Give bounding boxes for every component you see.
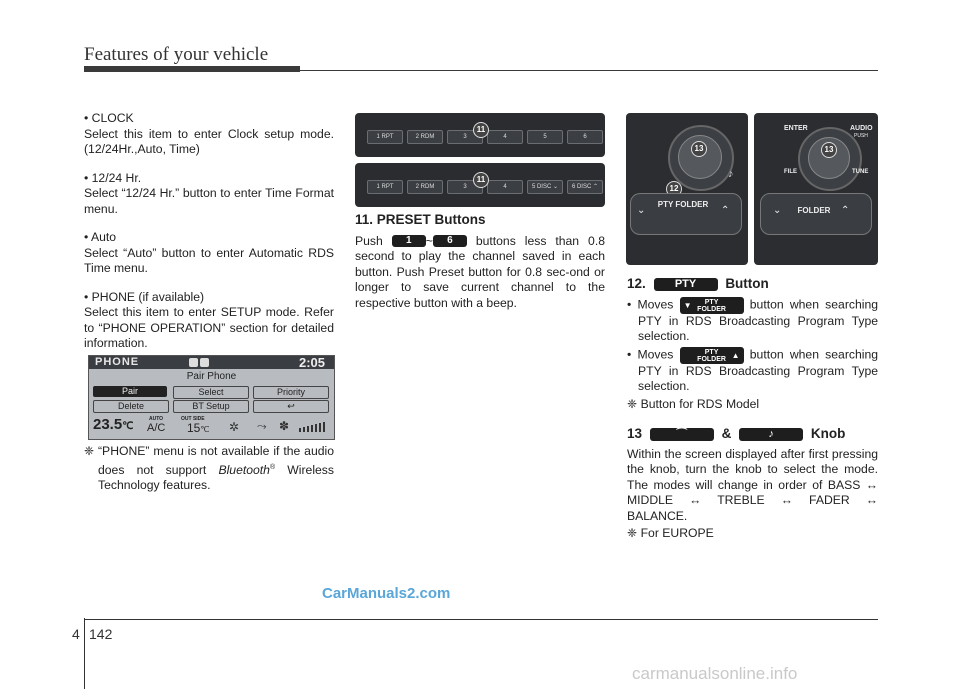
pty-folder-label: PTY FOLDER [657,200,709,209]
phone-note [84,444,334,494]
callout-12: 12 [666,181,682,197]
chevron-up-icon: ⌃ [841,205,850,216]
bluetooth-brand: Bluetooth [218,462,270,477]
airflow-icon: ⤳ [257,419,267,433]
music-note-icon: ♪ [728,168,734,180]
preset-description-text: buttons less than 0.8 second to play the channel saved in each button. Push Preset button for 0.8 sec-ond or longer to save current channel to the respective button with a beep. [355,233,605,310]
folder-small-label: FOLDER [697,355,726,363]
folder-button[interactable] [760,193,872,235]
preset-description [355,234,605,312]
delete-option[interactable]: Delete [93,400,169,413]
fan-speed-icon: ✽ [279,419,290,433]
header-rule [300,70,878,71]
preset-push-word: Push [355,233,383,248]
preset-panel-cd [355,163,605,207]
range-tilde: ~ [425,233,433,248]
outside-label: OUT SIDE [181,416,205,422]
clock-heading: • CLOCK [84,111,134,125]
phone-heading: • PHONE (if available) [84,289,205,304]
callout-13-right: 13 [821,142,837,158]
preset-button-2[interactable]: 2 RDM [407,130,443,144]
knob-image-pty [626,113,748,265]
cabin-temp [93,416,133,433]
seek-arc-icon: ⌒ [650,428,714,441]
music-note-button-icon: ♪ [739,428,803,441]
audio-label: AUDIO [850,125,873,132]
pty-down-description [627,297,878,345]
middle-column [355,212,605,311]
left-column [84,111,334,352]
cd-icon [200,358,209,367]
hour-format-description: Select “12/24 Hr.” button to enter Time Format menu. [84,186,334,216]
priority-option[interactable]: Priority [253,386,329,399]
back-option[interactable]: ↩ [253,400,329,413]
preset-button-4[interactable]: 4 [487,130,523,144]
pty-down-text: button when searching PTY in RDS Broadcasting Program Type selection. [638,297,879,343]
auto-heading: • Auto [84,230,117,244]
page-number: 142 [89,626,113,642]
screen-subtitle: Pair Phone [186,371,237,382]
bt-setup-option[interactable]: BT Setup [173,400,249,413]
preset-button-6-disc-up[interactable]: 6 DISC ⌃ [567,180,603,194]
callout-11-top: 11 [473,122,489,138]
watermark-carmanualsonline[interactable]: carmanualsonline.info [632,664,798,683]
callout-13-left: 13 [691,141,707,157]
moves-word-2: • Moves [627,347,674,362]
auto-description: Select “Auto” button to enter Automatic RDS Time menu. [84,245,334,275]
pty-up-description [627,347,878,395]
knob-section-number: 13 [627,426,643,441]
rds-note: ❈ Button for RDS Model [627,396,760,411]
header-bar [84,66,300,72]
knob-section-word: Knob [810,426,846,441]
note-mark: ❈ [84,444,95,458]
pty-folder-down-icon: ▼ PTY FOLDER [680,297,744,314]
knob-image-folder [754,113,878,265]
page-header-title: Features of your vehicle [84,44,269,65]
outside-temp-value: 15 [187,421,201,435]
cabin-temp-value: 23.5 [93,416,123,433]
phone-description: Select this item to enter SETUP mode. Refer to “PHONE OPERATION” section for detailed information. [84,305,334,350]
chevron-up-icon: ⌃ [721,205,730,216]
preset-button-5[interactable]: 5 [527,130,563,144]
right-column [627,276,878,542]
folder-label: FOLDER [797,206,831,215]
preset-button-6[interactable]: 6 [567,130,603,144]
preset-button-2[interactable]: 2 RDM [407,180,443,194]
push-label: PUSH [854,133,868,139]
ac-indicator: A/C [147,422,166,434]
fan-icon: ✲ [229,420,240,434]
hour-format-heading: • 12/24 Hr. [84,170,142,185]
pty-small-label: PTY [704,348,719,356]
preset-1-button-icon: 1 [392,235,426,247]
phone-screen-display [88,355,335,440]
phone-note-text: “PHONE” menu is not available if the audio does not support [98,444,334,477]
pty-small-label: PTY [704,298,719,306]
preset-button-3[interactable]: 3 [447,130,483,144]
callout-11-bottom: 11 [473,172,489,188]
screen-clock: 2:05 [299,355,326,370]
pty-section-heading [627,276,878,292]
knob-description: Within the screen displayed after first pressing the knob, turn the knob to select the mode. The modes will change in order of BASS ↔ MIDDLE ↔ TREBLE ↔ FADER ↔ BALANCE. [627,446,878,523]
tune-label: TUNE [852,169,869,175]
knob-section-heading [627,426,878,442]
chevron-down-icon: ⌄ [637,205,646,216]
bluetooth-icon [189,358,198,367]
chapter-number: 4 [72,626,80,642]
clock-description: Select this item to enter Clock setup mode. (12/24Hr.,Auto, Time) [84,126,334,156]
outside-temp-unit: ℃ [200,425,210,434]
folder-small-label: FOLDER [697,305,726,313]
pty-button-icon: PTY [654,278,718,291]
pty-section-number: 12. [627,276,646,291]
auto-indicator: AUTO [149,416,164,422]
pair-option[interactable]: Pair [93,386,167,397]
knob-section-amp: & [721,426,732,441]
preset-6-button-icon: 6 [433,235,467,247]
preset-button-3[interactable]: 3 [447,180,483,194]
moves-word-1: • Moves [627,297,674,312]
phone-note-text-end: Wireless Technology features. [98,462,334,493]
select-option[interactable]: Select [173,386,249,399]
europe-note: ❈ For EUROPE [627,526,714,540]
preset-button-5-disc-down[interactable]: 5 DISC ⌄ [527,180,563,194]
pty-folder-up-icon: ▲ PTY FOLDER [680,347,744,364]
pty-up-text: button when searching PTY in RDS Broadcasting Program Type selection. [638,347,879,393]
registered-mark: ® [269,463,276,471]
preset-button-1[interactable]: 1 RPT [367,180,403,194]
chevron-down-icon: ⌄ [773,205,782,216]
preset-button-4[interactable]: 4 [487,180,523,194]
footer-rule [84,619,878,620]
cabin-temp-unit: ℃ [122,421,134,432]
enter-label: ENTER [784,125,808,132]
preset-button-1[interactable]: 1 RPT [367,130,403,144]
preset-section-heading: 11. PRESET Buttons [355,212,486,227]
outside-temp [187,421,209,435]
fan-level-bars-icon [299,422,327,432]
file-label: FILE [784,169,797,175]
footer-vertical-rule [84,618,85,689]
pty-folder-button[interactable] [630,193,742,235]
preset-panel-radio [355,113,605,157]
pty-section-word: Button [725,276,769,291]
screen-title: PHONE [95,356,140,368]
watermark-carmanuals2[interactable]: CarManuals2.com [322,585,451,602]
